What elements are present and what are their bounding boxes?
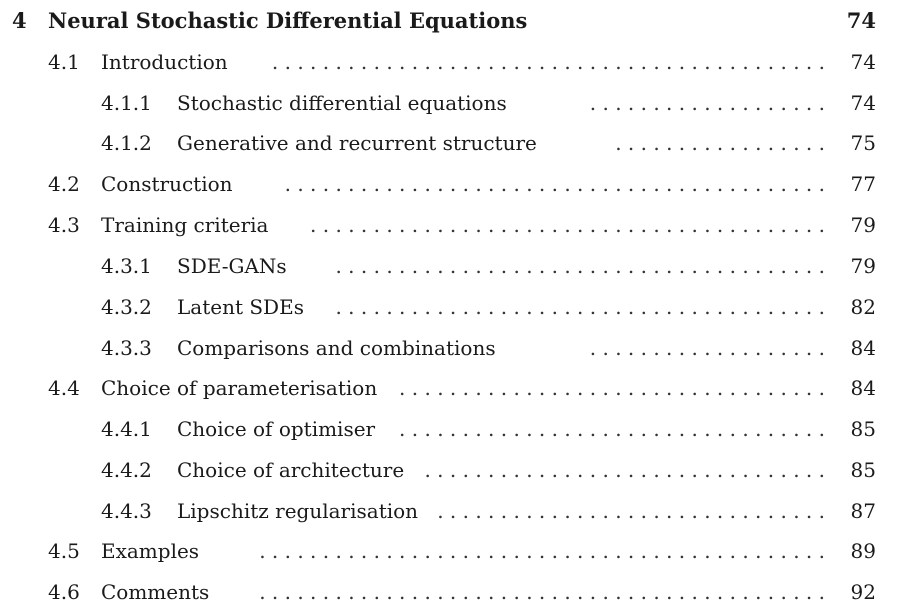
subsection-number: 4.3.3 — [101, 336, 152, 360]
subsection-number: 4.4.3 — [101, 499, 152, 523]
section-number: 4.6 — [48, 580, 80, 604]
page-number: 79 — [850, 254, 876, 278]
subsection-title: Generative and recurrent structure — [177, 131, 537, 155]
section-number: 4.1 — [48, 50, 80, 74]
page-number: 84 — [850, 376, 876, 400]
subsection-number: 4.4.1 — [101, 417, 152, 441]
dot-leader: . . . . . . . . . . . . . . . . . . . . . . . . . . . . . . . — [437, 499, 825, 523]
page-number: 74 — [850, 50, 876, 74]
page-number: 82 — [850, 295, 876, 319]
section-title: Comments — [101, 580, 210, 604]
chapter-number: 4 — [12, 8, 27, 33]
dot-leader: . . . . . . . . . . . . . . . . . . . . . . . . . . . . . . . . . . — [399, 417, 825, 441]
toc-row[interactable] — [0, 574, 910, 610]
page-number: 89 — [850, 539, 876, 563]
subsection-number: 4.1.1 — [101, 91, 152, 115]
toc-row[interactable] — [0, 207, 910, 243]
dot-leader: . . . . . . . . . . . . . . . . . . . . . . . . . . . . . . . . . . . . . . . . . . . . — [271, 50, 825, 74]
section-number: 4.4 — [48, 376, 80, 400]
dot-leader: . . . . . . . . . . . . . . . . . . . — [589, 336, 825, 360]
section-title: Training criteria — [101, 213, 269, 237]
subsection-title: Stochastic differential equations — [177, 91, 507, 115]
toc-row[interactable] — [0, 125, 910, 161]
toc-row[interactable] — [0, 370, 910, 406]
page-number: 92 — [850, 580, 876, 604]
subsection-title: Latent SDEs — [177, 295, 304, 319]
toc-row[interactable] — [0, 493, 910, 529]
toc-row[interactable] — [0, 330, 910, 366]
page-number: 85 — [850, 458, 876, 482]
toc-row[interactable] — [0, 533, 910, 569]
page-number: 87 — [850, 499, 876, 523]
dot-leader: . . . . . . . . . . . . . . . . . . . . . . . . . . . . . . . . . . . . . . . . . . . . . — [259, 580, 825, 604]
dot-leader: . . . . . . . . . . . . . . . . . . . — [589, 91, 825, 115]
dot-leader: . . . . . . . . . . . . . . . . . . . . . . . . . . . . . . . . . . . . . . . . . — [310, 213, 825, 237]
page-number: 77 — [850, 172, 876, 196]
section-title: Construction — [101, 172, 233, 196]
toc-chapter-row[interactable] — [0, 3, 910, 39]
dot-leader: . . . . . . . . . . . . . . . . . . . . . . . . . . . . . . . . . . . . . . . . . . . — [284, 172, 825, 196]
subsection-title: SDE-GANs — [177, 254, 287, 278]
toc-row[interactable] — [0, 85, 910, 121]
dot-leader: . . . . . . . . . . . . . . . . . . . . . . . . . . . . . . . . . . . . . . . — [335, 254, 825, 278]
dot-leader: . . . . . . . . . . . . . . . . . . . . . . . . . . . . . . . . . . . . . . . — [335, 295, 825, 319]
dot-leader: . . . . . . . . . . . . . . . . . . . . . . . . . . . . . . . . . . . . . . . . . . . . . — [259, 539, 825, 563]
subsection-title: Choice of optimiser — [177, 417, 376, 441]
subsection-number: 4.3.1 — [101, 254, 152, 278]
section-title: Examples — [101, 539, 200, 563]
subsection-number: 4.4.2 — [101, 458, 152, 482]
toc-row[interactable] — [0, 44, 910, 80]
toc-row[interactable] — [0, 452, 910, 488]
page-number: 75 — [850, 131, 876, 155]
page-number: 79 — [850, 213, 876, 237]
section-number: 4.3 — [48, 213, 80, 237]
section-title: Choice of parameterisation — [101, 376, 378, 400]
page-number: 74 — [850, 91, 876, 115]
page-number: 85 — [850, 417, 876, 441]
dot-leader: . . . . . . . . . . . . . . . . . . . . . . . . . . . . . . . . . . — [399, 376, 825, 400]
subsection-number: 4.3.2 — [101, 295, 152, 319]
subsection-number: 4.1.2 — [101, 131, 152, 155]
page-number: 84 — [850, 336, 876, 360]
toc-row[interactable] — [0, 166, 910, 202]
dot-leader: . . . . . . . . . . . . . . . . . . . . . . . . . . . . . . . . — [424, 458, 825, 482]
subsection-title: Choice of architecture — [177, 458, 405, 482]
subsection-title: Lipschitz regularisation — [177, 499, 419, 523]
chapter-page-number: 74 — [846, 8, 876, 33]
chapter-title: Neural Stochastic Differential Equations — [48, 8, 528, 33]
toc-row[interactable] — [0, 289, 910, 325]
section-number: 4.2 — [48, 172, 80, 196]
section-number: 4.5 — [48, 539, 80, 563]
toc-row[interactable] — [0, 411, 910, 447]
dot-leader: . . . . . . . . . . . . . . . . . — [615, 131, 825, 155]
toc-row[interactable] — [0, 248, 910, 284]
section-title: Introduction — [101, 50, 228, 74]
subsection-title: Comparisons and combinations — [177, 336, 496, 360]
